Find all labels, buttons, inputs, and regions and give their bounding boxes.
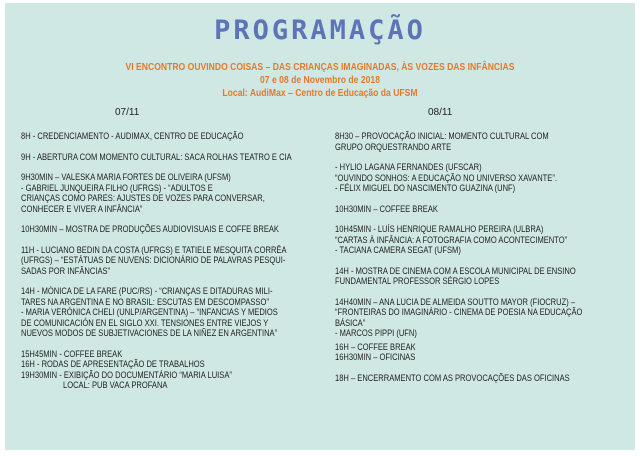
event-dates: 07 e 08 de Novembro de 2018 (260, 75, 380, 86)
schedule-line: 10H45MIN - LUÍS HENRIQUE RAMALHO PEREIRA (ULBRA) (335, 224, 544, 234)
day2-date: 08/11 (428, 107, 453, 118)
schedule-line: - TACIANA CAMERA SEGAT (UFSM) (335, 245, 461, 255)
schedule-line: 14H40MIN – ANA LUCIA DE ALMEIDA SOUTTO MAYOR (FIOCRUZ) – (335, 296, 576, 307)
day1-date: 07/11 (115, 107, 140, 118)
program-poster (5, 3, 635, 450)
schedule-line: GRUPO ORQUESTRANDO ARTE (335, 141, 452, 152)
schedule-line: DE COMUNICACIÓN EN EL SIGLO XXI. TENSIONES ENTRE VIEJOS Y (21, 317, 269, 328)
schedule-line: - MARCOS PIPPI (UFN) (335, 328, 417, 338)
schedule-line: NUEVOS MODOS DE SUBJETIVACIONES DE LA NIÑEZ EN ARGENTINA” (21, 328, 278, 338)
schedule-line: 10H30MIN – MOSTRA DE PRODUÇÕES AUDIOVISUAIS E COFFE BREAK (21, 224, 279, 234)
schedule-line: 19H30MIN - EXIBIÇÃO DO DOCUMENTÁRIO “MARIA LUISA” (21, 369, 232, 380)
schedule-line: 9H - ABERTURA COM MOMENTO CULTURAL: SACA ROLHAS TEATRO E CIA (21, 151, 292, 162)
schedule-line: 14H - MOSTRA DE CINEMA COM A ESCOLA MUNICIPAL DE ENSINO (335, 265, 576, 276)
schedule-entry (21, 244, 287, 277)
schedule-line: - GABRIEL JUNQUEIRA FILHO (UFRGS) - “ADULTOS E (21, 182, 213, 193)
schedule-entry (21, 286, 278, 339)
schedule-entry (21, 172, 273, 214)
schedule-line: FUNDAMENTAL PROFESSOR SÉRGIO LOPES (335, 276, 500, 286)
event-venue: Local: AudiMax – Centro de Educação da UFSM (222, 88, 418, 99)
schedule-line: 10H30MIN – COFFEE BREAK (335, 203, 438, 214)
schedule-location: LOCAL: PUB VACA PROFANA (63, 380, 168, 390)
day1-schedule (21, 131, 321, 401)
schedule-line: 11H - LUCIANO BEDIN DA COSTA (UFRGS) E TATIELE MESQUITA CORRÊA (21, 244, 287, 255)
schedule-line: CONHECER E VIVER A INFÂNCIA” (21, 203, 143, 214)
schedule-entry (335, 266, 587, 287)
schedule-line: (UFRGS) – “ESTÁTUAS DE NUVENS: DICIONÁRIO DE PALAVRAS PESQUI- (21, 255, 286, 265)
schedule-entry (21, 224, 279, 235)
event-subtitle: VI ENCONTRO OUVINDO COISAS – DAS CRIANÇAS IMAGINADAS, ÀS VOZES DAS INFÂNCIAS (125, 62, 515, 73)
schedule-line: 16H – COFFEE BREAK (335, 341, 416, 352)
schedule-line: TARES NA ARGENTINA E NO BRASIL: ESCUTAS EM DESCOMPASSO” (21, 296, 269, 307)
schedule-line: 8H30 – PROVOCAÇÃO INICIAL: MOMENTO CULTURAL COM (335, 131, 549, 141)
schedule-line: - HYLIO LAGANA FERNANDES (UFSCAR) (335, 162, 482, 172)
schedule-line: - FÉLIX MIGUEL DO NASCIMENTO GUAZINA (UNF) (335, 183, 516, 193)
schedule-entry (21, 131, 273, 142)
schedule-line: 15H45MIN - COFFEE BREAK (21, 348, 123, 359)
schedule-entry (335, 162, 587, 194)
schedule-line: 14H - MÓNICA DE LA FARE (PUC/RS) - “CRIANÇAS E DITADURAS MILI- (21, 286, 273, 296)
schedule-line: 16H30MIN – OFICINAS (335, 352, 416, 362)
schedule-line: CRIANÇAS COMO PARES: AJUSTES DE VOZES PARA CONVERSAR, (21, 193, 265, 203)
schedule-line: 18H – ENCERRAMENTO COM AS PROVOCAÇÕES DAS OFICINAS (335, 372, 570, 383)
page-title: PROGRAMAÇÃO (214, 15, 426, 46)
schedule-entry (335, 297, 587, 339)
schedule-line: “FRONTEIRAS DO IMAGINÁRIO - CINEMA DE POESIA NA EDUCAÇÃO (335, 307, 583, 317)
schedule-line: 16H - RODAS DE APRESENTAÇÃO DE TRABALHOS (21, 359, 205, 369)
schedule-line: BÁSICA” (335, 317, 366, 328)
schedule-entry (335, 131, 587, 152)
schedule-entry (335, 224, 587, 256)
schedule-line: SADAS POR INFÂNCIAS” (21, 265, 111, 276)
schedule-entry (335, 342, 587, 363)
schedule-line: 8H - CREDENCIAMENTO - AUDIMAX, CENTRO DE EDUCAÇÃO (21, 131, 244, 141)
schedule-entry (21, 151, 292, 163)
schedule-line: 9H30MIN – VALESKA MARIA FORTES DE OLIVEIRA (UFSM) (21, 172, 231, 182)
schedule-line: “CARTAS À INFÂNCIA: A FOTOGRAFIA COMO ACONTECIMENTO” (335, 234, 568, 245)
schedule-entry (21, 349, 273, 391)
schedule-entry (335, 373, 587, 384)
schedule-line: “OUVINDO SONHOS: A EDUCAÇÃO NO UNIVERSO XAVANTE”. (335, 172, 557, 183)
schedule-line: - MARIA VERÓNICA CHELI (UNLP/ARGENTINA) – “INFANCIAS Y MEDIOS (21, 307, 278, 317)
day2-schedule (335, 131, 635, 393)
schedule-entry (335, 204, 587, 215)
